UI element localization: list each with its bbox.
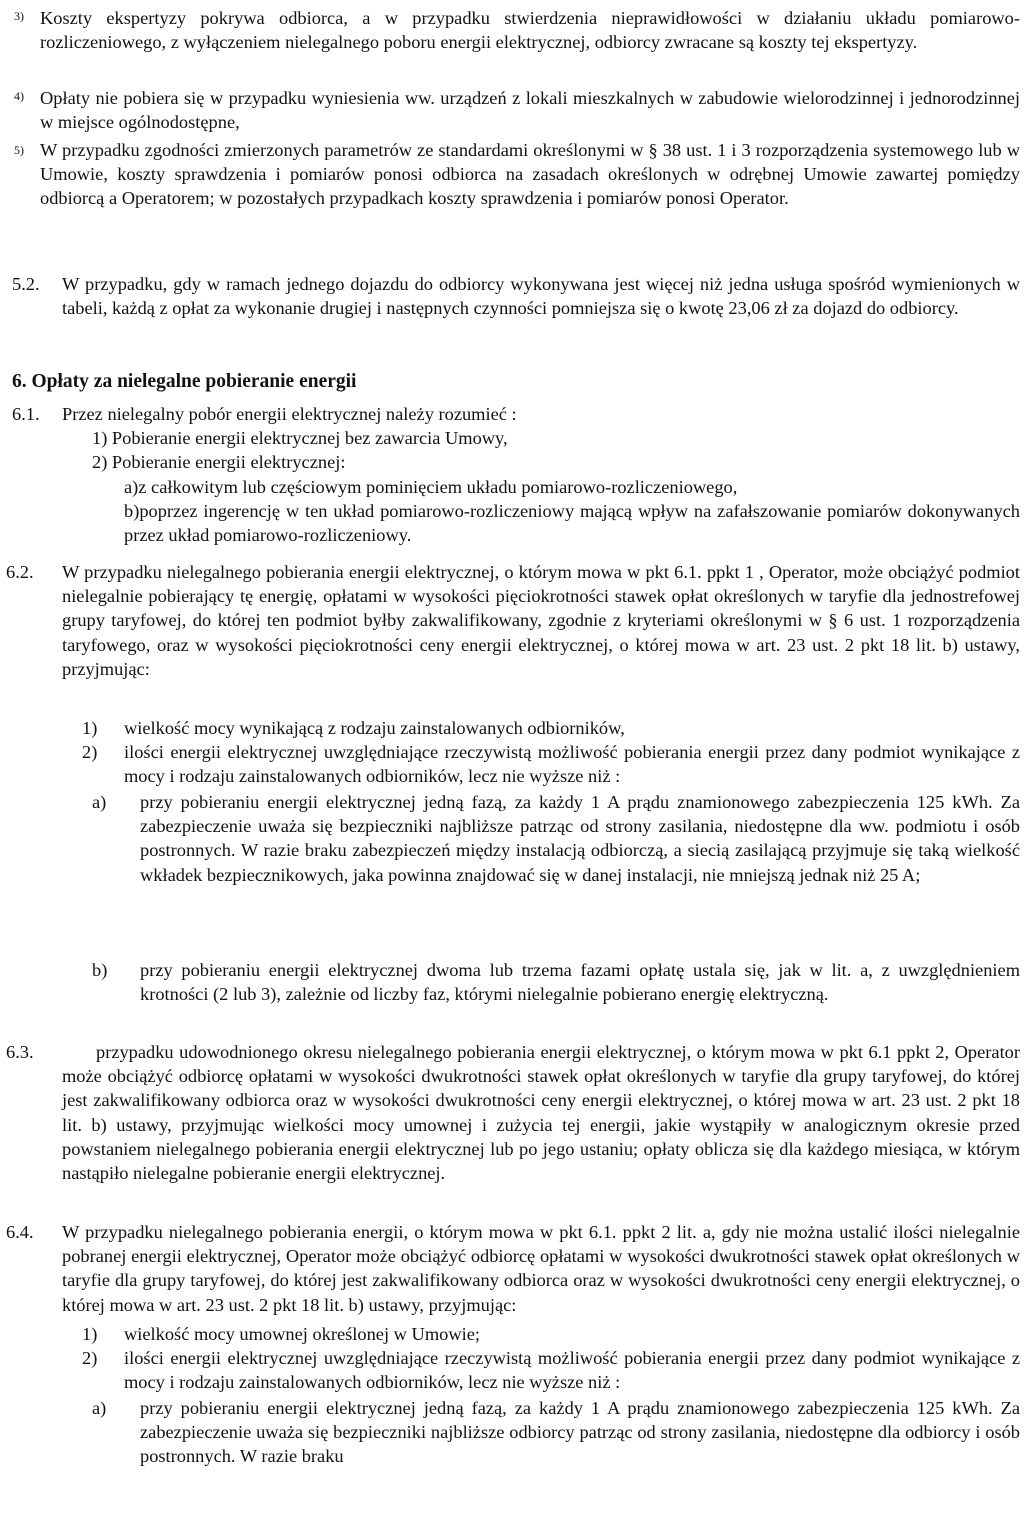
footnote-5-marker: 5) [14, 143, 24, 157]
section-6-2-text: W przypadku nielegalnego pobierania energii elektrycznej, o którym mowa w pkt 6.1. ppkt 1 , Operator, może obciążyć podmiot nielegalnie pobierający tę energię, opłatami w wysokości pięciokrotności stawek opłat określonych w taryfie dla jednostrefowej grupy taryfowej, do której ten podmiot byłby zakwalifikowany, zgodnie z kryteriami określonymi w § 6 ust. 1 rozporządzenia taryfowego, oraz w wysokości pięciokrotności ceny energii elektrycznej, o której mowa w art. 23 ust. 2 pkt 18 lit. b) ustawy, przyjmując: [62, 562, 1020, 679]
section-6-4-number: 6.4. [6, 1222, 34, 1242]
section-6-2-item-a: przy pobieraniu energii elektrycznej jedną fazą, za każdy 1 A prądu znamionowego zabezpieczenia 125 kWh. Za zabezpieczenie uważa się bezpieczniki najbliższe patrząc od strony zasilania, niedostępne dla ww. podmiotu i osób postronnych. W razie braku zabezpieczeń między instalacją odbiorczą, a siecią zasilającą przyjmuje się taką wielkość wkładek bezpiecznikowych, jaka powinna znajdować się w danej instalacji, nie mniejszą jednak niż 25 A; [140, 792, 1020, 885]
section-6-4-item-1-number: 1) [82, 1324, 98, 1344]
section-6-4-item-2-number: 2) [82, 1348, 98, 1368]
section-6-2-item-a-letter: a) [92, 792, 107, 812]
section-6-2-item-2: ilości energii elektrycznej uwzględniające rzeczywistą możliwość pobierania energii przez dany podmiot wynikające z mocy i rodzaju zainstalowanych odbiorników, lecz nie wyższe niż : [124, 742, 1020, 787]
section-6-2-item-2-number: 2) [82, 742, 98, 762]
section-6-1-number: 6.1. [12, 404, 40, 424]
section-6-4-item-2: ilości energii elektrycznej uwzględniające rzeczywistą możliwość pobierania energii przez dany podmiot wynikające z mocy i rodzaju zainstalowanych odbiorników, lecz nie wyższe niż : [124, 1348, 1020, 1393]
section-6-1-item-2b: b)poprzez ingerencję w ten układ pomiarowo-rozliczeniowy mającą wpływ na zafałszowanie pomiarów dokonywanych przez układ pomiarowo-rozliczeniowy. [124, 501, 1020, 546]
footnote-4-marker: 4) [14, 89, 24, 103]
section-6-2-item-b-letter: b) [92, 960, 108, 980]
section-6-heading: 6. Opłaty za nielegalne pobieranie energii [12, 371, 357, 392]
section-6-3-number: 6.3. [6, 1042, 34, 1062]
section-5-2-number: 5.2. [12, 274, 40, 294]
section-6-2-item-1-number: 1) [82, 718, 98, 738]
section-6-2-item-1: wielkość mocy wynikającą z rodzaju zainstalowanych odbiorników, [124, 718, 625, 738]
footnote-3-text: Koszty ekspertyzy pokrywa odbiorca, a w przypadku stwierdzenia nieprawidłowości w działaniu układu pomiarowo-rozliczeniowego, z wyłączeniem nielegalnego poboru energii elektrycznej, odbiorcy zwracane są koszty tej ekspertyzy. [40, 8, 1020, 53]
section-6-1-item-1: 1) Pobieranie energii elektrycznej bez zawarcia Umowy, [92, 428, 508, 448]
section-6-4-text: W przypadku nielegalnego pobierania energii, o którym mowa w pkt 6.1. ppkt 2 lit. a, gdy nie można ustalić ilości nielegalnie pobranej energii elektrycznej, Operator może obciążyć odbiorcę opłatami w wysokości dwukrotności stawek opłat określonych w taryfie dla grupy taryfowej, do której jest zakwalifikowany odbiorca oraz w wysokości dwukrotności ceny energii elektrycznej, o której mowa w art. 23 ust. 2 pkt 18 lit. b) ustawy, przyjmując: [62, 1222, 1020, 1315]
section-6-4-item-a-letter: a) [92, 1398, 107, 1418]
section-6-3-text: przypadku udowodnionego okresu nielegalnego pobierania energii elektrycznej, o którym mowa w pkt 6.1 ppkt 2, Operator może obciążyć odbiorcę opłatami w wysokości dwukrotności stawek opłat określonych w taryfie dla grupy taryfowej, do której jest zakwalifikowany odbiorca oraz w wysokości dwukrotności ceny energii elektrycznej, o której mowa w art. 23 ust. 2 pkt 18 lit. b) ustawy, przyjmując wielkości mocy umownej i zużycia tej energii, jakie wystąpiły w analogicznym okresie przed powstaniem nielegalnego pobierania energii elektrycznej lub po jego ustaniu; opłaty oblicza się dla każdego miesiąca, w którym nastąpiło nielegalne pobieranie energii elektrycznej. [62, 1042, 1020, 1184]
section-6-1-item-2: 2) Pobieranie energii elektrycznej: [92, 452, 346, 472]
section-6-2-number: 6.2. [6, 562, 34, 582]
section-6-1-intro: Przez nielegalny pobór energii elektrycznej należy rozumieć : [62, 404, 517, 424]
section-6-4-item-a: przy pobieraniu energii elektrycznej jedną fazą, za każdy 1 A prądu znamionowego zabezpieczenia 125 kWh. Za zabezpieczenie uważa się bezpieczniki najbliższe odbiorcy patrząc od strony zasilania, niedostępne dla odbiorcy i osób postronnych. W razie braku [140, 1398, 1020, 1467]
footnote-5-text: W przypadku zgodności zmierzonych parametrów ze standardami określonymi w § 38 ust. 1 i 3 rozporządzenia systemowego lub w Umowie, koszty sprawdzenia i pomiarów ponosi odbiorca na zasadach określonych w odrębnej Umowie zawartej pomiędzy odbiorcą a Operatorem; w pozostałych przypadkach koszty sprawdzenia i pomiarów ponosi Operator. [40, 140, 1020, 209]
footnote-4-text: Opłaty nie pobiera się w przypadku wyniesienia ww. urządzeń z lokali mieszkalnych w zabudowie wielorodzinnej i jednorodzinnej w miejsce ogólnodostępne, [40, 88, 1020, 133]
section-5-2-text: W przypadku, gdy w ramach jednego dojazdu do odbiorcy wykonywana jest więcej niż jedna usługa spośród wymienionych w tabeli, każdą z opłat za wykonanie drugiej i następnych czynności pomniejsza się o kwotę 23,06 zł za dojazd do odbiorcy. [62, 274, 1020, 319]
section-6-2-item-b: przy pobieraniu energii elektrycznej dwoma lub trzema fazami opłatę ustala się, jak w lit. a, z uwzględnieniem krotności (2 lub 3), zależnie od liczby faz, którymi nielegalnie pobierano energię elektryczną. [140, 960, 1020, 1005]
footnote-3-marker: 3) [14, 9, 24, 23]
section-6-4-item-1: wielkość mocy umownej określonej w Umowie; [124, 1324, 480, 1344]
section-6-1-item-2a: a)z całkowitym lub częściowym pominięciem układu pomiarowo-rozliczeniowego, [124, 477, 738, 497]
